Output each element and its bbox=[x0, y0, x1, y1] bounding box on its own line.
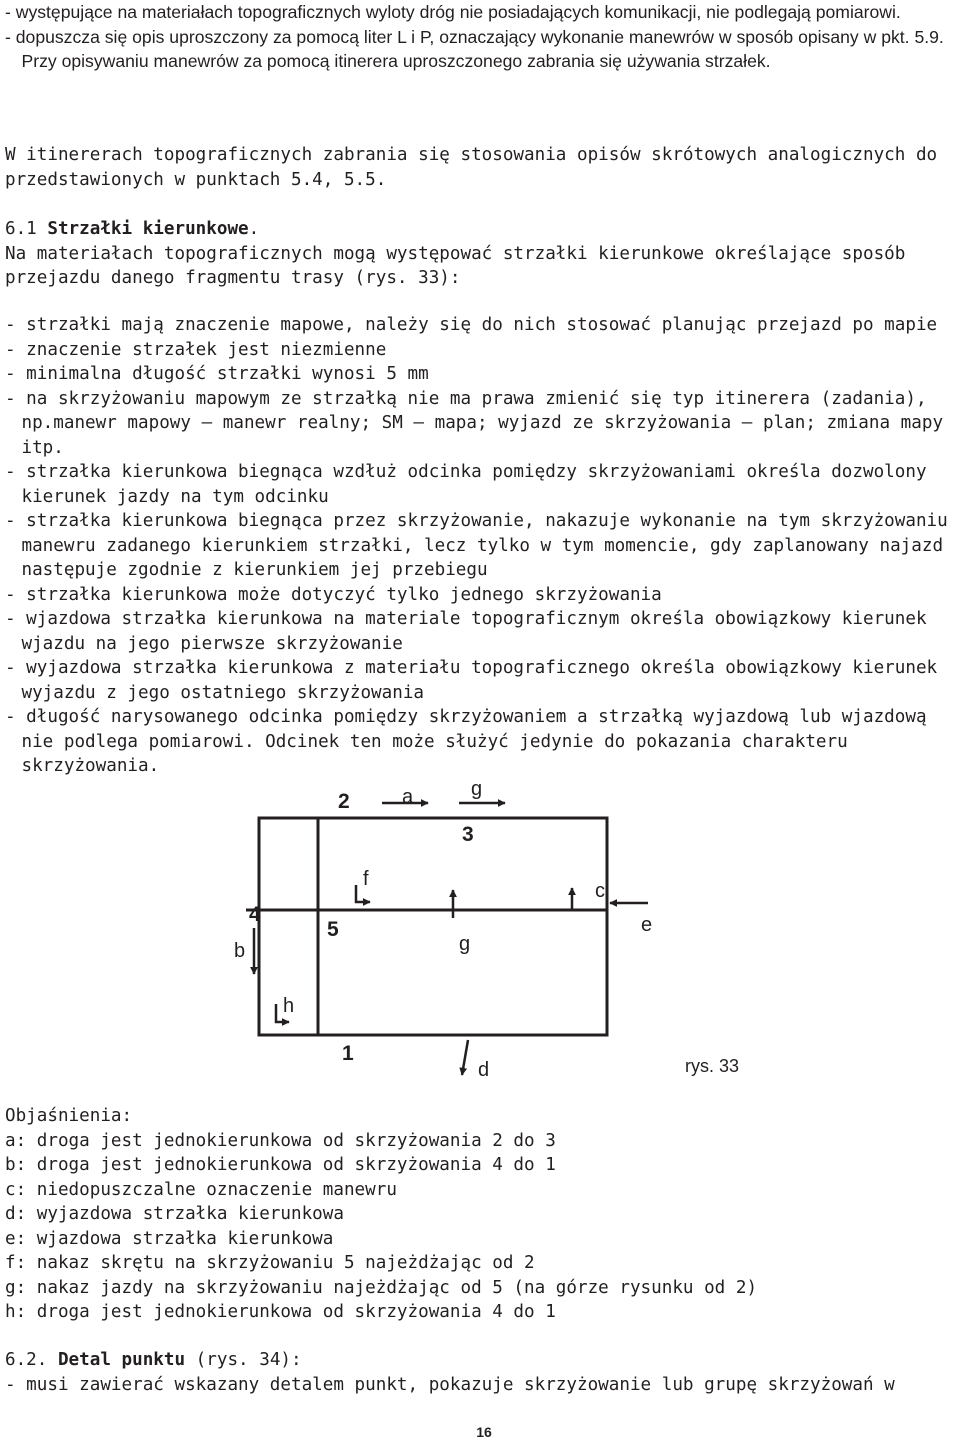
arrow-label: g bbox=[459, 933, 471, 955]
map-rectangle bbox=[259, 818, 607, 1035]
node-label: 1 bbox=[342, 1042, 354, 1065]
section-title-end: . bbox=[248, 219, 260, 239]
arrow-label: h bbox=[283, 995, 295, 1017]
legend-item: c: niedopuszczalne oznaczenie manewru bbox=[5, 1179, 397, 1200]
list-item: - strzałka kierunkowa biegnąca przez skrzyżowanie, nakazuje wykonanie na tym skrzyżowaniu manewru zadanego kierunkiem strzałki, lecz tylko w tym momencie, gdy zaplanowany najazd następuje zgodnie z kierunkiem jej przebiegu bbox=[5, 511, 948, 580]
node-label: 4 bbox=[249, 903, 261, 926]
legend-item: b: droga jest jednokierunkowa od skrzyżowania 4 do 1 bbox=[5, 1155, 556, 1175]
arrow-label: e bbox=[641, 914, 653, 936]
arrow-label: c bbox=[595, 880, 605, 902]
legend-heading: Objaśnienia: bbox=[5, 1106, 133, 1126]
figure-caption: rys. 33 bbox=[685, 1056, 740, 1076]
list-item: - dopuszcza się opis uproszczony za pomocą liter L i P, oznaczający wykonanie manewrów w sposób opisany w pkt. 5.9. Przy opisywaniu manewrów za pomocą itinerera uproszczonego zabrania się używania strzałek. bbox=[5, 26, 944, 71]
arrow-label: f bbox=[363, 868, 369, 890]
arrow-d bbox=[462, 1040, 468, 1075]
section-6-2 bbox=[5, 1348, 960, 1397]
arrow-label: b bbox=[234, 940, 246, 962]
list-item: - minimalna długość strzałki wynosi 5 mm bbox=[5, 364, 429, 384]
arrow-label: a bbox=[402, 786, 414, 808]
section-intro: Na materiałach topograficznych mogą występować strzałki kierunkowe określające sposób przejazdu danego fragmentu trasy (rys. 33): bbox=[5, 243, 906, 288]
node-label: 5 bbox=[327, 918, 339, 941]
list-item: - długość narysowanego odcinka pomiędzy skrzyżowaniem a strzałką wyjazdową lub wjazdową nie podlega pomiarowi. Odcinek ten może służyć jedynie do pokazania charakteru skrzyżowania. bbox=[5, 707, 927, 776]
list-item: - strzałka kierunkowa biegnąca wzdłuż odcinka pomiędzy skrzyżowaniami określa dozwolony kierunek jazdy na tym odcinku bbox=[5, 462, 927, 507]
list-item: - strzałki mają znaczenie mapowe, należy się do nich stosować planując przejazd po mapie bbox=[5, 315, 938, 335]
list-item: - na skrzyżowaniu mapowym ze strzałką nie ma prawa zmienić się typ itinerera (zadania), np.manewr mapowy – manewr realny; SM – mapa; wyjazd ze skrzyżowania – plan; zmiana mapy itp. bbox=[5, 388, 944, 458]
page-number: 16 bbox=[476, 1424, 492, 1440]
legend-item: a: droga jest jednokierunkowa od skrzyżowania 2 do 3 bbox=[5, 1130, 556, 1151]
paragraph-text: W itinererach topograficznych zabrania się stosowania opisów skrótowych analogicznych do przedstawionych w punktach 5.4, 5.5. bbox=[5, 145, 938, 190]
section-heading bbox=[5, 1348, 960, 1373]
node-label: 2 bbox=[338, 790, 350, 813]
section-title-rest: (rys. 34): bbox=[185, 1350, 302, 1370]
legend-item: d: wyjazdowa strzałka kierunkowa bbox=[5, 1204, 344, 1224]
list-item: - występujące na materiałach topograficznych wyloty dróg nie posiadających komunikacji, nie podlegają pomiarowi. bbox=[5, 2, 901, 22]
section-title: Detal punktu bbox=[57, 1350, 186, 1370]
list-item: - strzałka kierunkowa może dotyczyć tylko jednego skrzyżowania bbox=[5, 584, 662, 605]
arrow-label: g bbox=[471, 778, 483, 800]
legend-item: f: nakaz skrętu na skrzyżowaniu 5 najeżdżając od 2 bbox=[5, 1253, 535, 1273]
legend-item: e: wjazdowa strzałka kierunkowa bbox=[5, 1228, 334, 1249]
list-item: - znaczenie strzałek jest niezmienne bbox=[5, 339, 387, 360]
list-item: - wjazdowa strzałka kierunkowa na materiale topograficznym określa obowiązkowy kierunek wjazdu na jego pierwsze skrzyżowanie bbox=[5, 609, 927, 654]
node-label: 3 bbox=[462, 823, 474, 846]
legend-item: g: nakaz jazdy na skrzyżowaniu najeżdżając od 5 (na górze rysunku od 2) bbox=[5, 1277, 758, 1298]
section-number: 6.2. bbox=[5, 1350, 58, 1370]
section-number: 6.1 bbox=[5, 219, 48, 239]
legend bbox=[5, 1104, 960, 1325]
arrow-label: d bbox=[478, 1059, 490, 1081]
section-title: Strzałki kierunkowe bbox=[47, 219, 249, 239]
section-line: - musi zawierać wskazany detalem punkt, pokazuje skrzyżowanie lub grupę skrzyżowań w bbox=[5, 1374, 895, 1395]
list-item: - wyjazdowa strzałka kierunkowa z materiału topograficznego określa obowiązkowy kierunek wyjazdu z jego ostatniego skrzyżowania bbox=[5, 658, 938, 703]
legend-item: h: droga jest jednokierunkowa od skrzyżowania 4 do 1 bbox=[5, 1302, 556, 1322]
